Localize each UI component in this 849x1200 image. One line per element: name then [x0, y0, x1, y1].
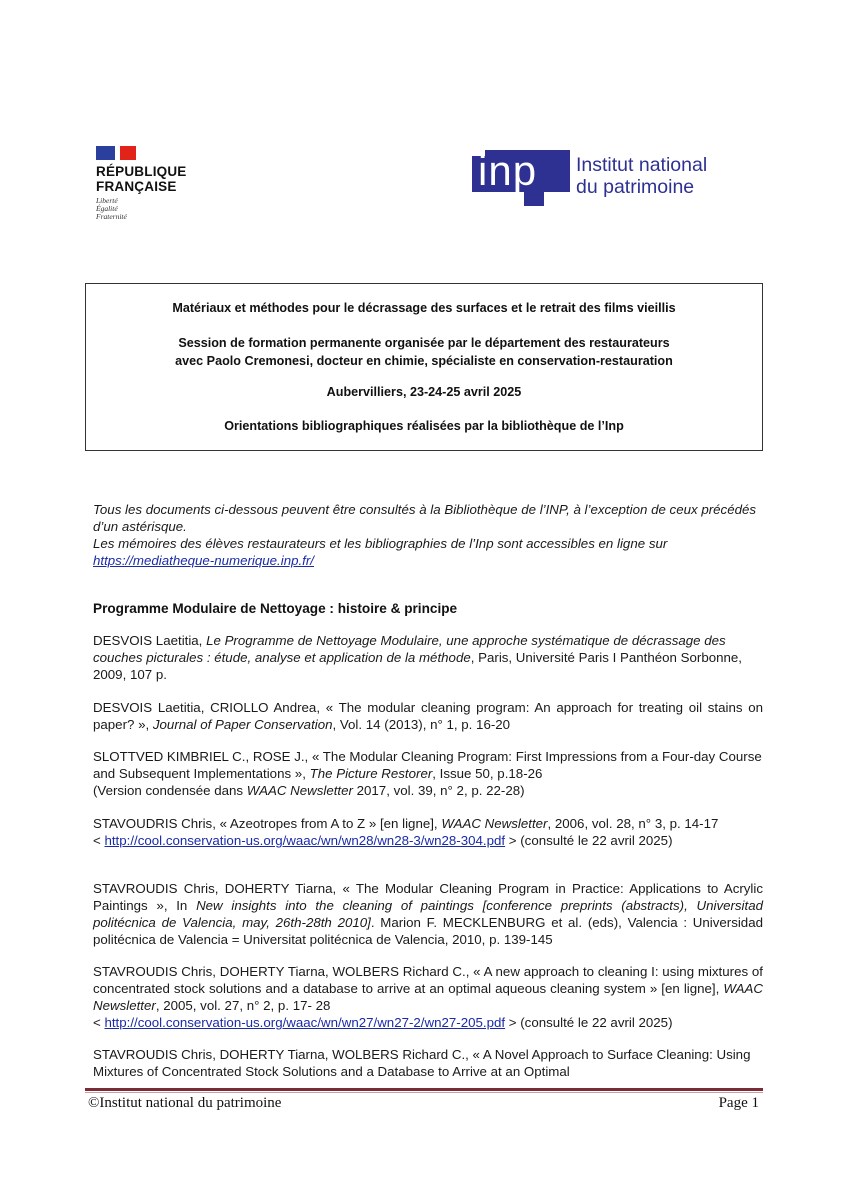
inp-acronym: inp	[478, 147, 538, 194]
page-number: Page 1	[718, 1095, 759, 1111]
reference-item: STAVOUDRIS Chris, « Azeotropes from A to Z » [en ligne], WAAC Newsletter, 2006, vol. 28, n° 3, p. 14-17 < http://cool.conservation-us.org/waac/wn/wn28/wn28-3/wn28-304.pdf > (consulté le 22 avril 2025)	[93, 816, 719, 848]
waac-wn27-link[interactable]: http://cool.conservation-us.org/waac/wn/wn27/wn27-2/wn27-205.pdf	[104, 1015, 506, 1030]
bibliography-credit: Orientations bibliographiques réalisées par la bibliothèque de l’Inp	[224, 419, 624, 433]
inp-logo	[472, 147, 762, 210]
rf-name-line2: FRANÇAISE	[96, 179, 177, 194]
reference-note: (Version condensée dans WAAC Newsletter 2017, vol. 39, n° 2, p. 22-28)	[93, 783, 525, 798]
section-heading: Programme Modulaire de Nettoyage : histoire & principe	[93, 601, 458, 616]
french-flag-icon	[96, 146, 136, 160]
reference-item: DESVOIS Laetitia, Le Programme de Nettoyage Modulaire, une approche systématique de décrassage des couches picturales : étude, analyse et application de la méthode, Paris, Université Paris I Panthéon Sorbonne, 2009, 107 p.	[93, 633, 742, 682]
waac-wn28-link[interactable]: http://cool.conservation-us.org/waac/wn/wn28/wn28-3/wn28-304.pdf	[104, 833, 506, 848]
republique-francaise-logo	[96, 146, 206, 221]
session-description: Session de formation permanente organisée par le département des restaurateurs avec Paolo Cremonesi, docteur en chimie, spécialiste en conservation-restauration	[175, 336, 673, 368]
reference-item: STAVROUDIS Chris, DOHERTY Tiarna, « The Modular Cleaning Program in Practice: Applications to Acrylic Paintings », In New insights into the cleaning of paintings [conference preprints (abstracts), Universitad politécnica de Valencia, may, 26th-28th 2010]. Marion F. MECKLENBURG et al. (eds), Valencia : Universidad politécnica de Valencia = Universitat politécnica de Valencia, 2010, p. 139-145	[93, 881, 763, 947]
rf-motto-fraternite: Fraternité	[96, 212, 127, 221]
session-location-date: Aubervilliers, 23-24-25 avril 2025	[326, 385, 522, 399]
course-title: Matériaux et méthodes pour le décrassage des surfaces et le retrait des films vieillis	[172, 301, 676, 315]
footer-divider	[85, 1088, 763, 1091]
rf-motto-liberte: Liberté	[96, 196, 118, 205]
footer-copyright: ©Institut national du patrimoine	[88, 1095, 282, 1111]
rf-motto-egalite: Égalité	[96, 204, 118, 213]
intro-paragraph-2: Les mémoires des élèves restaurateurs et les bibliographies de l’Inp sont accessibles en ligne sur	[93, 536, 668, 551]
title-box	[85, 283, 763, 451]
rf-motto	[96, 197, 206, 221]
intro-note	[93, 501, 763, 569]
footer-divider-thin	[85, 1092, 763, 1093]
intro-paragraph-1: Tous les documents ci-dessous peuvent être consultés à la Bibliothèque de l’INP, à l’exception de ceux précédés d’un astérisque.	[93, 502, 757, 534]
mediatheque-link[interactable]: https://mediatheque-numerique.inp.fr/	[93, 553, 315, 568]
reference-item: STAVROUDIS Chris, DOHERTY Tiarna, WOLBERS Richard C., « A new approach to cleaning I: using mixtures of concentrated stock solutions and a database to arrive at an optimal aqueous cleaning system » [en ligne], WAAC Newsletter, 2005, vol. 27, n° 2, p. 17- 28 < http://cool.conservation-us.org/waac/wn/wn27/wn27-2/wn27-205.pdf > (consulté le 22 avril 2025)	[93, 964, 763, 1030]
reference-item: SLOTTVED KIMBRIEL C., ROSE J., « The Modular Cleaning Program: First Impressions from a Four-day Course and Subsequent Implementations », The Picture Restorer, Issue 50, p.18-26 (Version condensée dans WAAC Newsletter 2017, vol. 39, n° 2, p. 22-28)	[93, 749, 762, 798]
inp-full-name: Institut national du patrimoine	[576, 154, 708, 198]
rf-name-line1: RÉPUBLIQUE	[96, 164, 187, 179]
reference-item: DESVOIS Laetitia, CRIOLLO Andrea, « The modular cleaning program: An approach for treating oil stains on paper? », Journal of Paper Conservation, Vol. 14 (2013), n° 1, p. 16-20	[93, 700, 763, 732]
reference-item: STAVROUDIS Chris, DOHERTY Tiarna, WOLBERS Richard C., « A Novel Approach to Surface Cleaning: Using Mixtures of Concentrated Stock Solutions and a Database to Arrive at an Optimal	[93, 1047, 751, 1079]
